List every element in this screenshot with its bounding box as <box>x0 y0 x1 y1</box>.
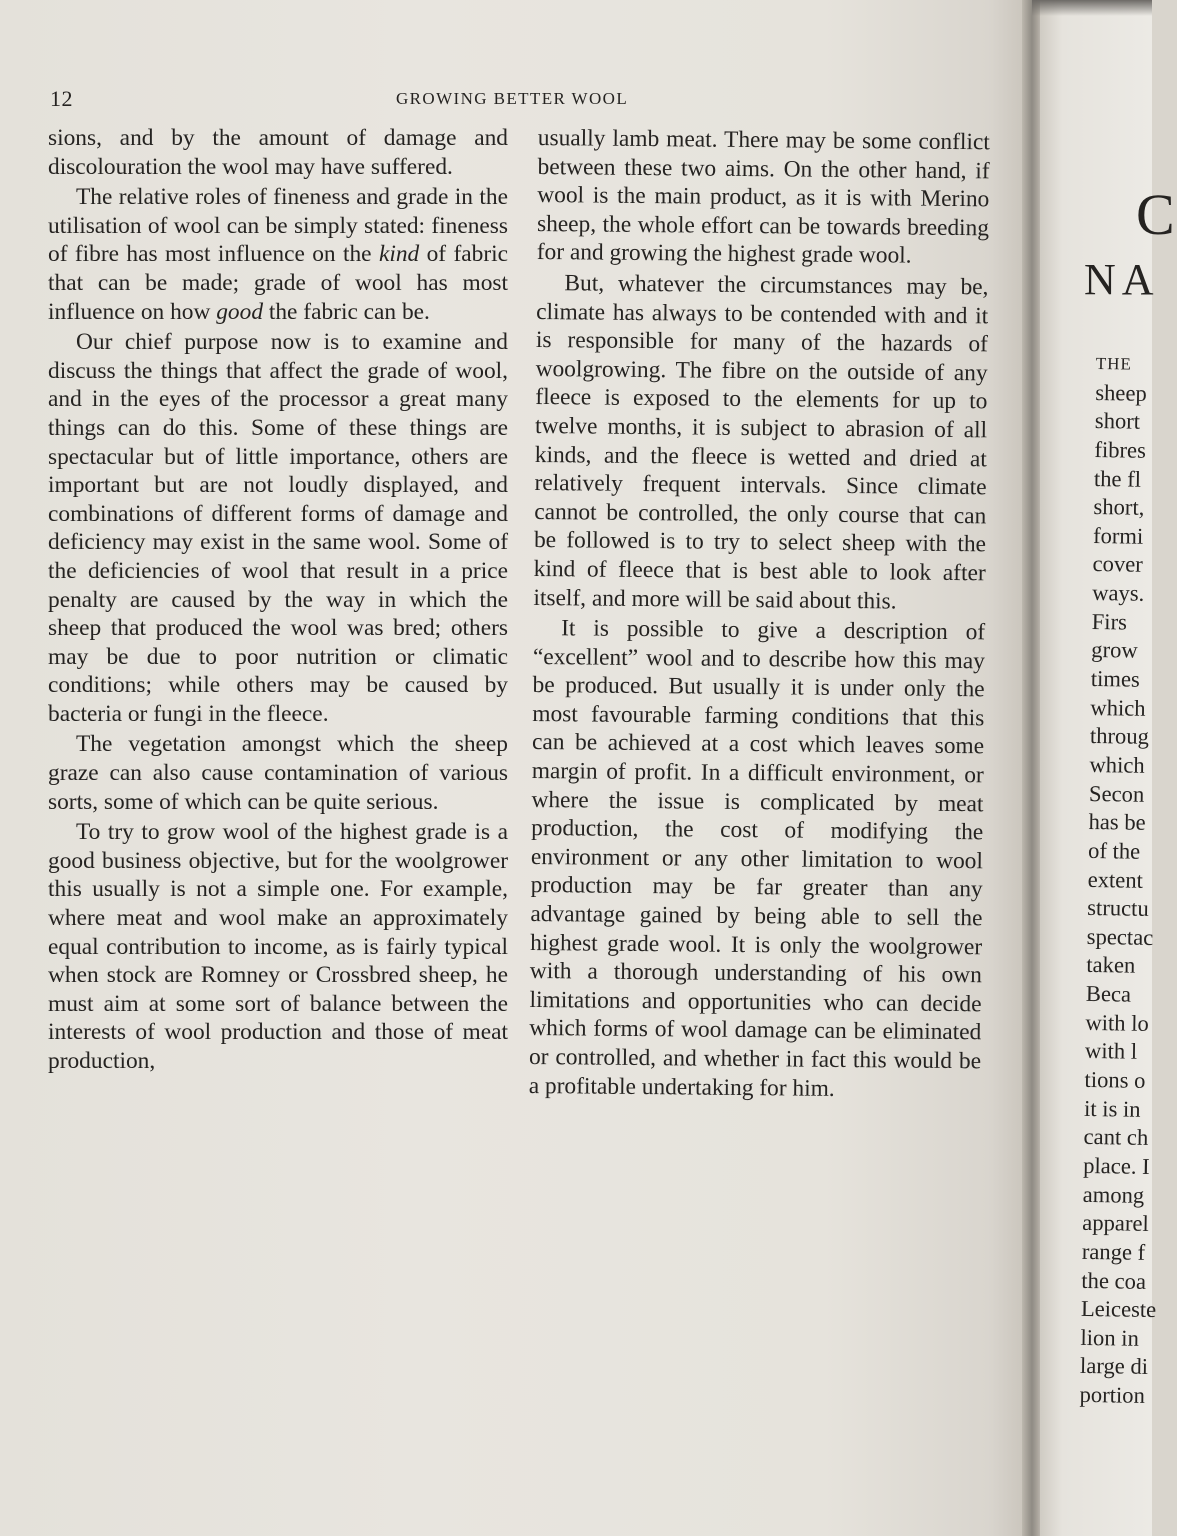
facing-page-line: ways. <box>1091 580 1145 606</box>
paragraph: To try to grow wool of the highest grade is a good business objective, but for the woolgrower this usually is not a simple one. For example, where meat and wool make an approximately equal contribution to income, as is fairly typical when stock are Romney or Crossbred sheep, he must aim at some sort of balance between the interests of wool production and those of meat production, <box>48 819 508 1074</box>
facing-page-line: place. I <box>1082 1152 1150 1179</box>
facing-page-line: taken <box>1086 952 1136 979</box>
page-number: 12 <box>50 86 73 111</box>
facing-page-line: with l <box>1084 1038 1138 1065</box>
facing-page-line: fibres <box>1094 436 1147 463</box>
facing-page-line: range f <box>1081 1238 1146 1265</box>
facing-page-line: which <box>1089 751 1145 778</box>
facing-page-line: cover <box>1092 551 1144 578</box>
facing-page-line: has be <box>1088 809 1146 836</box>
facing-page-line: spectac <box>1086 923 1154 950</box>
facing-page-line: sheep <box>1095 379 1147 406</box>
paragraph: But, whatever the circumstances may be, climate has always to be contended with and it is responsible for many of the hazards of woolgrowing. The fibre on the outside of any fleece is exposed to the elements for up to twelve months, it is subject to abrasion of all kinds, and the fleece is wetted and dried at relatively frequent intervals. Since climate cannot be controlled, the only course that can be followed is to try to select sheep with the kind of fleece that is best able to look after itself, and more will be said about this. <box>533 270 989 614</box>
facing-page-line: which <box>1090 694 1146 721</box>
facing-page-line: Firs <box>1091 608 1128 635</box>
facing-page-line: times <box>1090 666 1140 692</box>
facing-page-line: Secon <box>1088 780 1145 807</box>
paragraph: The relative roles of fineness and grade in the utilisation of wool can be simply stated: fineness of fibre has most influence on the kind of fabric that can be made; grade of wool has most influence on how good the fabric can be. <box>48 184 508 325</box>
facing-page-line: it is in <box>1083 1095 1141 1122</box>
emphasis: good <box>216 298 264 325</box>
facing-page-line: structu <box>1087 895 1149 922</box>
facing-page-line: large di <box>1079 1353 1149 1380</box>
facing-page-line: extent <box>1087 866 1144 893</box>
facing-page-line: short, <box>1093 494 1145 520</box>
facing-page-line: portion <box>1079 1381 1146 1408</box>
page-corner-shadow <box>1032 0 1152 16</box>
facing-page-heading: NA <box>1084 255 1160 304</box>
facing-page-line: of the <box>1087 837 1141 864</box>
facing-page-line: apparel <box>1082 1210 1149 1237</box>
facing-page-line: Leiceste <box>1080 1296 1157 1323</box>
facing-page-heading: C <box>1136 182 1177 247</box>
facing-page-line: lion in <box>1080 1324 1140 1351</box>
facing-page-line: throug <box>1089 723 1150 750</box>
emphasis: kind <box>378 241 420 268</box>
paragraph: sions, and by the amount of damage and discolouration the wool may have suffered. <box>48 125 508 180</box>
facing-page-line: grow <box>1091 637 1138 664</box>
paragraph: The vegetation amongst which the sheep graze can also cause contamination of various sorts, some of which can be quite serious. <box>48 731 508 815</box>
paragraph: It is possible to give a description of “excellent” wool and to describe how this may be produced. But usually it is under only the most favourable farming conditions that this can be achieved at a cost which leaves some margin of profit. In a difficult environment, or where the issue is complicated by meat production, the cost of modifying the environment or any other limitation to wool production may be far greater than any advantage gained by being able to sell the highest grade wool. It is only the woolgrower with a thorough understanding of his own limitations and opportunities who can decide which forms of wool damage can be eliminated or controlled, and whether in fact this would be a profitable undertaking for him. <box>528 615 986 1102</box>
paragraph: usually lamb meat. There may be some conflict between these two aims. On the other hand, if wool is the main product, as it is with Merino sheep, the whole effort can be towards breeding for and growing the highest grade wool. <box>536 124 990 269</box>
facing-page-text <box>1079 350 1171 1411</box>
facing-page-line: Beca <box>1085 981 1132 1007</box>
facing-page-line: the fl <box>1093 465 1142 492</box>
facing-page-line: among <box>1082 1181 1145 1208</box>
facing-page-line: formi <box>1092 522 1144 549</box>
facing-page-line: short <box>1094 408 1141 434</box>
facing-page-line: cant ch <box>1083 1124 1149 1151</box>
facing-page <box>1040 0 1177 1536</box>
running-head: GROWING BETTER WOOL <box>396 89 629 108</box>
facing-page-line: tions o <box>1084 1066 1146 1093</box>
facing-page-line: the coa <box>1081 1267 1147 1294</box>
facing-page-line: THE <box>1095 353 1132 374</box>
text-column-left <box>48 124 508 1078</box>
paragraph: Our chief purpose now is to examine and discuss the things that affect the grade of wool, and in the eyes of the processor a great many things can do this. Some of these things are spectacular but of little importance, others are important but are not loudly displayed, and combinations of different forms of damage and deficiency may exist in the same wool. Some of the deficiencies of wool that result in a price penalty are caused by the way in which the sheep that produced the wool was bred; others may be due to poor nutrition or climatic conditions; while others may be caused by bacteria or fungi in the fleece. <box>48 329 508 727</box>
text-column-right <box>529 124 990 1106</box>
facing-page-line: with lo <box>1085 1009 1150 1036</box>
